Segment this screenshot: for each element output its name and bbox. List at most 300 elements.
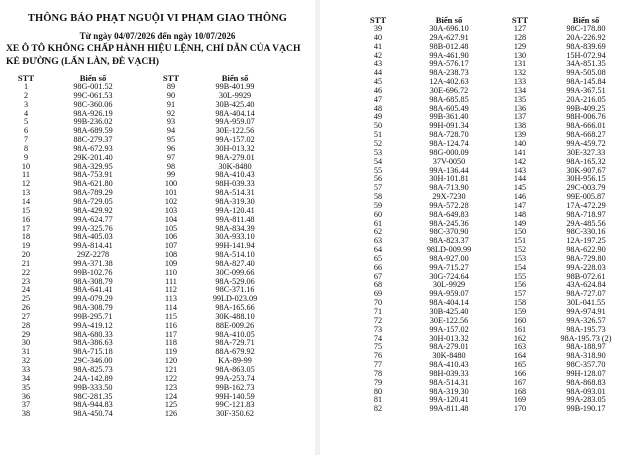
plate-cell: 88C-279.37 xyxy=(73,135,113,145)
plate-cell: 98A-827.40 xyxy=(215,258,255,268)
plate-cell: 99A-419.12 xyxy=(73,320,113,330)
plate-cell: 29Z-2278 xyxy=(76,250,110,260)
plate-cell: 30G-724.64 xyxy=(429,271,469,281)
plate-cell: 98A-319.30 xyxy=(429,386,469,396)
plate-cell: 30K-907.67 xyxy=(566,165,606,175)
stt-cell: 130 xyxy=(513,50,527,60)
plate-cell: 99B-102.76 xyxy=(73,267,113,277)
stt-cell: 120 xyxy=(164,356,178,366)
plate-cell: 30K-8480 xyxy=(432,351,466,361)
plate-cell: 98A-410.43 xyxy=(429,360,469,370)
stt-cell: 7 xyxy=(23,135,29,145)
stt-cell: 57 xyxy=(373,183,383,193)
plate-cell: 99A-459.72 xyxy=(566,138,606,148)
plate-cell: 99H-141.94 xyxy=(215,241,255,251)
plate-cell: 98C-357.70 xyxy=(566,360,606,370)
plate-cell: 12A-402.63 xyxy=(429,77,469,87)
right-col1-plate xyxy=(414,15,484,414)
stt-cell: 138 xyxy=(513,121,527,131)
stt-cell: 72 xyxy=(373,315,383,325)
stt-cell: 19 xyxy=(21,241,31,251)
plate-cell: 98C-360.06 xyxy=(73,99,113,109)
plate-cell: 30E-122.56 xyxy=(215,126,255,136)
plate-cell: 30K-8480 xyxy=(218,161,252,171)
stt-cell: 90 xyxy=(166,90,176,100)
stt-cell: 104 xyxy=(164,214,178,224)
stt-cell: 132 xyxy=(513,68,527,78)
stt-cell: 69 xyxy=(373,289,383,299)
plate-cell: 30E-696.72 xyxy=(429,85,469,95)
stt-cell: 32 xyxy=(21,356,31,366)
plate-cell: 98A-863.05 xyxy=(215,365,255,374)
stt-cell: 22 xyxy=(21,267,31,277)
stt-cell: 115 xyxy=(165,311,177,321)
plate-cell: 98A-405.03 xyxy=(73,232,113,242)
section-heading: XE Ô TÔ KHÔNG CHẤP HÀNH HIỆU LỆNH, CHỈ DẪN CỦA VẠCH KẺ ĐƯỜNG (LẤN LÀN, ĐÈ VẠCH) xyxy=(6,43,301,67)
plate-cell: 98H-039.33 xyxy=(429,368,469,378)
stt-cell: 74 xyxy=(373,333,383,343)
stt-cell: 93 xyxy=(166,117,176,127)
plate-cell: 99A-505.08 xyxy=(566,68,606,78)
plate-cell: 98A-410.05 xyxy=(215,329,255,339)
plate-cell: 98A-839.69 xyxy=(566,41,606,51)
plate-cell: KA-89-99 xyxy=(218,356,252,366)
stt-cell: 169 xyxy=(513,395,527,405)
plate-cell: 29X-7230 xyxy=(432,192,466,202)
plate-cell: 98A-668.27 xyxy=(566,130,606,140)
plate-cell: 99A-811.48 xyxy=(215,214,255,224)
stt-cell: 12 xyxy=(21,179,31,189)
stt-cell: 78 xyxy=(373,368,383,378)
plate-cell: 99A-120.41 xyxy=(215,205,255,215)
plate-cell: 30L-041.55 xyxy=(566,298,606,308)
stt-cell: 140 xyxy=(513,138,527,148)
left-col1-stt xyxy=(5,73,47,419)
stt-cell: 16 xyxy=(21,214,31,224)
plate-cell: 98A-429.92 xyxy=(73,205,113,215)
plate-cell: 99A-811.48 xyxy=(429,404,469,414)
stt-cell: 77 xyxy=(373,360,383,370)
plate-cell: 98C-370.90 xyxy=(429,227,469,237)
stt-cell: 64 xyxy=(373,245,383,255)
stt-cell: 99 xyxy=(166,170,176,180)
plate-cell: 99A-959.07 xyxy=(215,117,255,127)
stt-cell: 18 xyxy=(21,232,31,242)
plate-cell: 98A-753.91 xyxy=(73,170,113,180)
plate-cell: 99A-120.41 xyxy=(429,395,469,405)
plate-cell: 98A-195.73 (2) xyxy=(560,333,612,343)
plate-cell: 98A-319.30 xyxy=(215,196,255,206)
stt-cell: 50 xyxy=(373,121,383,131)
plate-cell: 99A-157.02 xyxy=(215,135,255,145)
stt-cell: 170 xyxy=(513,404,527,414)
plate-cell: 98A-729.80 xyxy=(566,253,606,263)
plate-cell: 98A-093.01 xyxy=(566,386,606,396)
plate-cell: 30C-099.66 xyxy=(215,267,255,277)
plate-cell: 98A-195.73 xyxy=(566,324,606,334)
plate-cell: 98A-404.14 xyxy=(429,298,469,308)
plate-cell: 99A-959.07 xyxy=(429,289,469,299)
plate-cell: 99A-624.77 xyxy=(73,214,113,224)
stt-cell: 97 xyxy=(166,152,176,162)
header-stt: STT xyxy=(511,15,529,25)
stt-cell: 49 xyxy=(373,112,383,122)
stt-cell: 152 xyxy=(513,245,527,255)
plate-cell: 99A-228.03 xyxy=(566,262,606,272)
plate-cell: 98A-713.90 xyxy=(429,183,469,193)
plate-cell: 98A-825.73 xyxy=(73,365,113,374)
stt-cell: 123 xyxy=(164,382,178,392)
stt-cell: 73 xyxy=(373,324,383,334)
stt-cell: 159 xyxy=(513,307,527,316)
stt-cell: 166 xyxy=(513,368,527,378)
stt-cell: 122 xyxy=(164,373,178,383)
plate-cell: 99B-401.99 xyxy=(215,82,255,91)
header-plate: Biển số xyxy=(435,15,463,25)
stt-cell: 125 xyxy=(164,400,178,410)
stt-cell: 75 xyxy=(373,342,383,352)
stt-cell: 145 xyxy=(513,183,527,193)
plate-cell: 29C-003.79 xyxy=(566,183,606,193)
plate-cell: 30A-933.10 xyxy=(215,232,255,242)
plate-cell: 98A-685.85 xyxy=(429,94,469,104)
plate-cell: 99C-121.83 xyxy=(215,400,255,410)
plate-cell: 98A-165.66 xyxy=(215,303,255,313)
plate-cell: 98A-279.01 xyxy=(215,152,255,162)
stt-cell: 3 xyxy=(23,99,29,109)
stt-cell: 24 xyxy=(21,285,31,295)
plate-cell: 99LD-023.09 xyxy=(212,294,258,304)
plate-cell: 99B-162.73 xyxy=(215,382,255,392)
plate-cell: 30H-101.81 xyxy=(429,174,469,184)
plate-cell: 99A-157.02 xyxy=(429,324,469,334)
stt-cell: 54 xyxy=(373,156,383,166)
stt-cell: 92 xyxy=(166,108,176,118)
header-plate: Biển số xyxy=(221,73,249,83)
plate-cell: 98G-001.52 xyxy=(73,82,113,91)
stt-cell: 10 xyxy=(21,161,31,171)
stt-cell: 168 xyxy=(513,386,527,396)
stt-cell: 8 xyxy=(23,143,29,153)
stt-cell: 52 xyxy=(373,138,383,148)
plate-cell: 98A-238.73 xyxy=(429,68,469,78)
stt-cell: 60 xyxy=(373,209,383,219)
plate-cell: 99H-128.07 xyxy=(566,368,606,378)
plate-cell: 98C-330.16 xyxy=(566,227,606,237)
plate-cell: 98A-729.71 xyxy=(215,338,255,348)
stt-cell: 40 xyxy=(373,32,383,42)
plate-cell: 30H-013.32 xyxy=(429,333,469,343)
plate-cell: 30A-696.10 xyxy=(429,24,469,33)
stt-cell: 164 xyxy=(513,351,527,361)
plate-cell: 98C-281.35 xyxy=(73,391,113,401)
stt-cell: 114 xyxy=(165,303,177,313)
stt-cell: 167 xyxy=(513,377,527,387)
stt-cell: 61 xyxy=(373,218,383,228)
stt-cell: 106 xyxy=(164,232,178,242)
document-title: THÔNG BÁO PHẠT NGUỘI VI PHẠM GIAO THÔNG xyxy=(27,13,288,24)
right-col2-plate xyxy=(546,15,626,414)
stt-cell: 21 xyxy=(21,258,31,268)
plate-cell: 20A-226.92 xyxy=(566,32,606,42)
plate-cell: 98A-729.05 xyxy=(73,196,113,206)
stt-cell: 148 xyxy=(513,209,527,219)
stt-cell: 30 xyxy=(21,338,31,348)
plate-cell: 98A-529.06 xyxy=(215,276,255,286)
stt-cell: 11 xyxy=(22,170,30,180)
stt-cell: 165 xyxy=(513,360,527,370)
stt-cell: 127 xyxy=(513,24,527,33)
plate-cell: 99A-371.38 xyxy=(73,258,113,268)
plate-cell: 99B-409.25 xyxy=(566,103,606,113)
plate-cell: 99B-236.02 xyxy=(73,117,113,127)
stt-cell: 117 xyxy=(165,329,177,339)
right-col2-stt xyxy=(502,15,538,414)
plate-cell: 98A-718.97 xyxy=(566,209,606,219)
stt-cell: 26 xyxy=(21,303,31,313)
date-range: Từ ngày 04/07/2026 đến ngày 10/07/2026 xyxy=(79,31,236,41)
plate-cell: 30B-425.40 xyxy=(429,307,469,316)
stt-cell: 20 xyxy=(21,250,31,260)
plate-cell: 30B-425.40 xyxy=(215,99,255,109)
stt-cell: 116 xyxy=(165,320,177,330)
plate-cell: 98A-605.49 xyxy=(429,103,469,113)
plate-cell: 29A-627.91 xyxy=(429,32,469,42)
plate-cell: 99A-572.28 xyxy=(429,200,469,210)
plate-cell: 98A-188.97 xyxy=(566,342,606,352)
plate-cell: 99A-136.44 xyxy=(429,165,469,175)
plate-cell: 99E-005.87 xyxy=(566,192,606,202)
header-stt: STT xyxy=(162,73,180,83)
plate-cell: 98B-072.61 xyxy=(566,271,606,281)
stt-cell: 25 xyxy=(21,294,31,304)
stt-cell: 137 xyxy=(513,112,527,122)
stt-cell: 62 xyxy=(373,227,383,237)
stt-cell: 105 xyxy=(164,223,178,233)
stt-cell: 39 xyxy=(373,24,383,33)
left-col2-stt xyxy=(150,73,192,419)
stt-cell: 103 xyxy=(164,205,178,215)
stt-cell: 108 xyxy=(164,250,178,260)
stt-cell: 129 xyxy=(513,41,527,51)
stt-cell: 4 xyxy=(23,108,29,118)
stt-cell: 23 xyxy=(21,276,31,286)
plate-cell: 98A-318.90 xyxy=(566,351,606,361)
stt-cell: 13 xyxy=(21,188,31,198)
stt-cell: 118 xyxy=(165,338,177,348)
plate-cell: 98A-689.59 xyxy=(73,126,113,136)
stt-cell: 48 xyxy=(373,103,383,113)
stt-cell: 128 xyxy=(513,32,527,42)
stt-cell: 31 xyxy=(21,347,31,357)
plate-cell: 30K-488.10 xyxy=(215,311,255,321)
stt-cell: 96 xyxy=(166,143,176,153)
stt-cell: 68 xyxy=(373,280,383,290)
stt-cell: 71 xyxy=(373,307,383,316)
plate-cell: 98B-012.48 xyxy=(429,41,469,51)
plate-cell: 98A-245.36 xyxy=(429,218,469,228)
plate-cell: 98A-450.74 xyxy=(73,409,113,419)
stt-cell: 151 xyxy=(513,236,527,246)
plate-cell: 98C-178.80 xyxy=(566,24,606,33)
plate-cell: 99A-079.29 xyxy=(73,294,113,304)
stt-cell: 29 xyxy=(21,329,31,339)
plate-cell: 88E-009.26 xyxy=(215,320,255,330)
stt-cell: 146 xyxy=(513,192,527,202)
plate-cell: 30E-327.33 xyxy=(566,147,606,157)
stt-cell: 6 xyxy=(23,126,29,136)
stt-cell: 133 xyxy=(513,77,527,87)
plate-cell: 98A-165.32 xyxy=(566,156,606,166)
plate-cell: 98A-823.37 xyxy=(429,236,469,246)
plate-cell: 98C-371.16 xyxy=(215,285,255,295)
stt-cell: 136 xyxy=(513,103,527,113)
plate-cell: 98A-308.79 xyxy=(73,276,113,286)
plate-cell: 98A-672.93 xyxy=(73,143,113,153)
stt-cell: 154 xyxy=(513,262,527,272)
plate-cell: 98A-514.10 xyxy=(215,250,255,260)
stt-cell: 1 xyxy=(23,82,29,91)
plate-cell: 98A-680.33 xyxy=(73,329,113,339)
stt-cell: 70 xyxy=(373,298,383,308)
stt-cell: 131 xyxy=(513,59,527,69)
stt-cell: 46 xyxy=(373,85,383,95)
plate-cell: 99A-576.17 xyxy=(429,59,469,69)
stt-cell: 111 xyxy=(165,276,177,286)
plate-cell: 98A-834.39 xyxy=(215,223,255,233)
stt-cell: 147 xyxy=(513,200,527,210)
stt-cell: 124 xyxy=(164,391,178,401)
plate-cell: 99A-814.41 xyxy=(73,241,113,251)
stt-cell: 158 xyxy=(513,298,527,308)
stt-cell: 76 xyxy=(373,351,383,361)
stt-cell: 15 xyxy=(21,205,31,215)
stt-cell: 51 xyxy=(373,130,383,140)
stt-cell: 42 xyxy=(373,50,383,60)
plate-cell: 99A-461.90 xyxy=(429,50,469,60)
stt-cell: 34 xyxy=(21,373,31,383)
plate-cell: 99B-361.40 xyxy=(429,112,469,122)
stt-cell: 47 xyxy=(373,94,383,104)
plate-cell: 98A-621.80 xyxy=(73,179,113,189)
plate-cell: 98A-386.63 xyxy=(73,338,113,348)
stt-cell: 9 xyxy=(23,152,29,162)
left-col1-plate xyxy=(64,73,122,419)
stt-cell: 134 xyxy=(513,85,527,95)
plate-cell: 98A-789.29 xyxy=(73,188,113,198)
plate-cell: 17A-472.29 xyxy=(566,200,606,210)
plate-cell: 99A-974.91 xyxy=(566,307,606,316)
plate-cell: 99B-333.50 xyxy=(73,382,113,392)
plate-cell: 37V-0050 xyxy=(432,156,466,166)
plate-cell: 99C-061.53 xyxy=(73,90,113,100)
stt-cell: 66 xyxy=(373,262,383,272)
stt-cell: 17 xyxy=(21,223,31,233)
stt-cell: 53 xyxy=(373,147,383,157)
plate-cell: 98A-124.74 xyxy=(429,138,469,148)
plate-cell: 43A-624.84 xyxy=(566,280,606,290)
plate-cell: 98LD-009.99 xyxy=(426,245,472,255)
stt-cell: 141 xyxy=(513,147,527,157)
plate-cell: 98A-715.18 xyxy=(73,347,113,357)
stt-cell: 156 xyxy=(513,280,527,290)
plate-cell: 98A-410.43 xyxy=(215,170,255,180)
plate-cell: 29K-201.40 xyxy=(73,152,113,162)
stt-cell: 157 xyxy=(513,289,527,299)
plate-cell: 24A-142.89 xyxy=(73,373,113,383)
plate-cell: 98A-727.07 xyxy=(566,289,606,299)
stt-cell: 155 xyxy=(513,271,527,281)
stt-cell: 81 xyxy=(373,395,383,405)
plate-cell: 98A-649.83 xyxy=(429,209,469,219)
stt-cell: 35 xyxy=(21,382,31,392)
stt-cell: 55 xyxy=(373,165,383,175)
plate-cell: 98G-000.09 xyxy=(429,147,469,157)
stt-cell: 110 xyxy=(165,267,177,277)
stt-cell: 112 xyxy=(165,285,177,295)
plate-cell: 30F-350.62 xyxy=(216,409,254,419)
plate-cell: 99A-326.57 xyxy=(566,315,606,325)
stt-cell: 162 xyxy=(513,333,527,343)
plate-cell: 98A-868.83 xyxy=(566,377,606,387)
plate-cell: 29C-346.00 xyxy=(73,356,113,366)
plate-cell: 98A-404.14 xyxy=(215,108,255,118)
plate-cell: 98A-329.95 xyxy=(73,161,113,171)
header-plate: Biển số xyxy=(79,73,107,83)
stt-cell: 161 xyxy=(513,324,527,334)
stt-cell: 95 xyxy=(166,135,176,145)
stt-cell: 28 xyxy=(21,320,31,330)
stt-cell: 153 xyxy=(513,253,527,263)
stt-cell: 89 xyxy=(166,82,176,91)
stt-cell: 59 xyxy=(373,200,383,210)
left-col2-plate xyxy=(200,73,270,419)
stt-cell: 160 xyxy=(513,315,527,325)
stt-cell: 43 xyxy=(373,59,383,69)
header-plate: Biển số xyxy=(572,15,600,25)
plate-cell: 98A-622.90 xyxy=(566,245,606,255)
stt-cell: 107 xyxy=(164,241,178,251)
plate-cell: 98A-666.01 xyxy=(566,121,606,131)
stt-cell: 36 xyxy=(21,391,31,401)
plate-cell: 99H-140.59 xyxy=(215,391,255,401)
stt-cell: 163 xyxy=(513,342,527,352)
plate-cell: 98A-728.70 xyxy=(429,130,469,140)
plate-cell: 29A-485.56 xyxy=(566,218,606,228)
stt-cell: 56 xyxy=(373,174,383,184)
plate-cell: 98A-926.19 xyxy=(73,108,113,118)
stt-cell: 144 xyxy=(513,174,527,184)
stt-cell: 79 xyxy=(373,377,383,387)
plate-cell: 12A-197.25 xyxy=(566,236,606,246)
plate-cell: 30L-9929 xyxy=(432,280,466,290)
stt-cell: 33 xyxy=(21,365,31,374)
stt-cell: 80 xyxy=(373,386,383,396)
plate-cell: 99B-190.17 xyxy=(566,404,606,414)
stt-cell: 65 xyxy=(373,253,383,263)
plate-cell: 98A-514.31 xyxy=(215,188,255,198)
stt-cell: 139 xyxy=(513,130,527,140)
stt-cell: 142 xyxy=(513,156,527,166)
plate-cell: 30H-013.32 xyxy=(215,143,255,153)
stt-cell: 149 xyxy=(513,218,527,228)
stt-cell: 41 xyxy=(373,41,383,51)
stt-cell: 67 xyxy=(373,271,383,281)
header-stt: STT xyxy=(17,73,35,83)
stt-cell: 2 xyxy=(23,90,29,100)
plate-cell: 99B-295.71 xyxy=(73,311,113,321)
header-stt: STT xyxy=(369,15,387,25)
